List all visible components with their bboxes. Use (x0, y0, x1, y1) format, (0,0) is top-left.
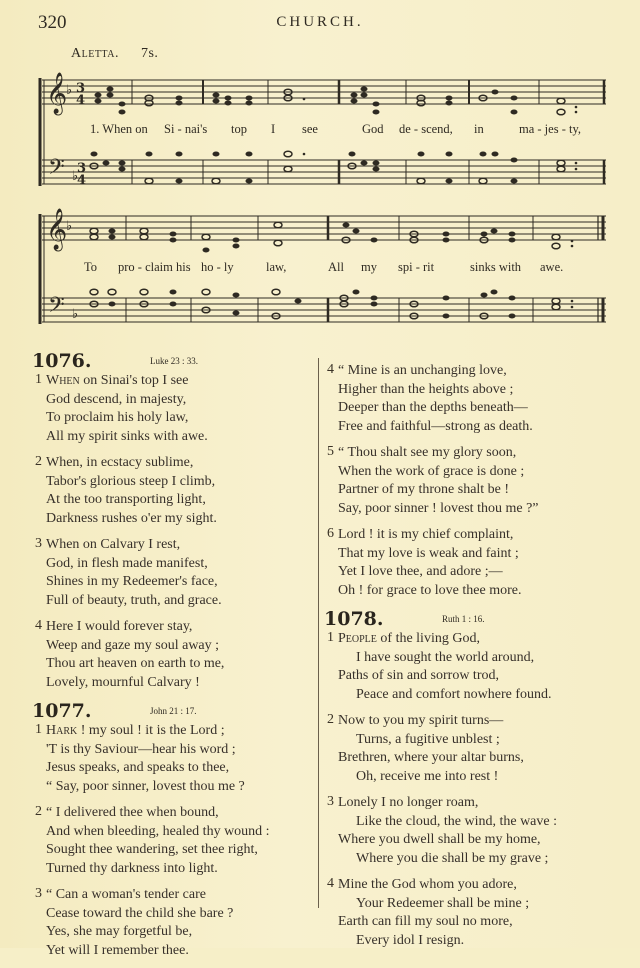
verse-line: Full of beauty, truth, and grace. (46, 592, 222, 608)
verse-line: I have sought the world around, (356, 649, 535, 665)
music-system-2 (36, 206, 611, 336)
stanza (30, 722, 310, 796)
lyrics-line-2 (36, 260, 611, 278)
scripture-reference: John 21 : 17. (150, 706, 197, 716)
verse-line: “ Say, poor sinner, lovest thou me ? (46, 778, 245, 794)
stanza-number: 3 (327, 794, 334, 809)
verse-line: When, in ecstacy sublime, (46, 455, 194, 470)
svg-text:𝄢: 𝄢 (48, 293, 65, 323)
verse-line: Your Redeemer shall be mine ; (356, 895, 530, 911)
verse-line: Yet will I remember thee. (46, 942, 189, 958)
lyric-syllable: 1. When on (90, 122, 148, 136)
verse-line: “ Mine is an unchanging love, (338, 363, 507, 378)
verse-line: Earth can fill my soul no more, (338, 914, 513, 929)
verse-line: Here I would forever stay, (46, 619, 193, 634)
stanza-number: 1 (35, 372, 42, 387)
stanza (322, 630, 622, 704)
verse-line: Sought thee wandering, set thee right, (46, 842, 258, 857)
verse-line: When on Calvary I rest, (46, 537, 181, 552)
verse-line: Hark ! my soul ! it is the Lord ; (46, 723, 225, 738)
stanza-number: 1 (327, 630, 334, 645)
verse-line: Mine the God whom you adore, (338, 877, 517, 892)
hymn-header-1078 (322, 608, 622, 630)
verse-line: God descend, in majesty, (46, 391, 187, 407)
stanza-number: 3 (35, 536, 42, 551)
stanza-number: 3 (35, 886, 42, 901)
verse-line: Deeper than the depths beneath— (338, 400, 528, 415)
verse-line: Like the cloud, the wind, the wave : (356, 813, 557, 829)
lyric-syllable: God (362, 122, 384, 136)
verse-line: Jesus speaks, and speaks to thee, (46, 760, 230, 775)
hymn-number: 1076. (32, 350, 92, 372)
stanza (30, 454, 310, 528)
stanza (30, 804, 310, 878)
tune-title (71, 46, 158, 62)
verse-line: Thou art heaven on earth to me, (46, 656, 225, 671)
stanza-number: 5 (327, 444, 334, 459)
svg-text:♭: ♭ (66, 83, 73, 98)
music-system-1 (36, 72, 611, 200)
stanza (322, 712, 622, 786)
stanza-number: 2 (327, 712, 334, 727)
lyric-syllable: de - scend, (399, 122, 453, 136)
verse-line: When the work of grace is done ; (338, 463, 525, 479)
verse-line: Paths of sin and sorrow trod, (338, 668, 499, 683)
svg-text:4: 4 (77, 173, 87, 188)
hymn-header-1076 (30, 350, 310, 372)
verse-line: Weep and gaze my soul away ; (46, 637, 220, 653)
stanza (322, 362, 622, 436)
lyric-syllable: in (474, 122, 484, 136)
lyric-syllable: To (84, 260, 98, 274)
verse-line: And when bleeding, healed thy wound : (46, 823, 270, 839)
lyric-syllable: Si - nai's (164, 122, 208, 136)
stanza-number: 2 (35, 454, 42, 469)
verse-line: Peace and comfort nowhere found. (356, 686, 552, 702)
stanza (30, 536, 310, 610)
verse-line: Lonely I no longer roam, (338, 795, 479, 810)
verse-line: To proclaim his holy law, (46, 410, 189, 425)
right-column (322, 362, 622, 958)
lead-word: Hark (46, 723, 78, 738)
lyric-syllable: law, (266, 260, 287, 274)
stanza (30, 886, 310, 960)
verse-line: Shines in my Redeemer's face, (46, 574, 218, 589)
verse-line: When on Sinai's top I see (46, 373, 189, 388)
svg-text:♭: ♭ (66, 219, 73, 234)
lyric-syllable: ho - ly (201, 260, 234, 274)
verse-line: Oh, receive me into rest ! (356, 768, 499, 784)
verse-line: Tabor's glorious steep I climb, (46, 473, 216, 489)
stanza-number: 2 (35, 804, 42, 819)
stanza (322, 526, 622, 600)
verse-line: Where you die shall be my grave ; (356, 850, 549, 866)
svg-text:♭: ♭ (72, 169, 79, 184)
verse-line: Every idol I resign. (356, 932, 465, 948)
column-divider (318, 358, 319, 908)
verse-line: Yet I love thee, and adore ;— (338, 564, 503, 579)
verse-line: 'T is thy Saviour—hear his word ; (46, 741, 236, 757)
verse-line: Free and faithful—strong as death. (338, 418, 533, 434)
hymn-header-1077 (30, 700, 310, 722)
tune-meter: 7s. (140, 46, 159, 61)
lyric-syllable: see (302, 122, 318, 136)
stanza-number: 4 (35, 618, 42, 633)
lead-word: People (338, 631, 377, 646)
lyric-syllable: top (231, 122, 247, 136)
verse-line: Say, poor sinner ! lovest thou me ?” (338, 500, 539, 516)
verse-line: Turned thy darkness into light. (46, 860, 218, 876)
verse-line: Darkness rushes o'er my sight. (46, 510, 217, 526)
verse-line: Higher than the heights above ; (338, 381, 514, 397)
lyric-syllable: my (361, 260, 377, 274)
page-header (0, 12, 640, 36)
stanza-number: 4 (327, 876, 334, 891)
left-column (30, 350, 310, 968)
lyrics-line-1 (36, 122, 611, 140)
stanza (30, 618, 310, 692)
stanza (30, 372, 310, 446)
verse-line: Where you dwell shall be my home, (338, 832, 541, 847)
verse-line: Oh ! for grace to love thee more. (338, 582, 522, 598)
svg-text:𝄢: 𝄢 (48, 155, 65, 185)
verse-line: God, in flesh made manifest, (46, 555, 208, 571)
verse-line: Lord ! it is my chief complaint, (338, 527, 514, 542)
verse-line: “ Thou shalt see my glory soon, (338, 445, 517, 460)
scripture-reference: Luke 23 : 33. (150, 356, 198, 366)
hymn-number: 1077. (32, 700, 92, 722)
lyric-syllable: pro - claim his (118, 260, 191, 274)
stanza-number: 1 (35, 722, 42, 737)
scripture-reference: Ruth 1 : 16. (442, 614, 485, 624)
verse-line: “ Can a woman's tender care (46, 887, 206, 902)
verse-line: Brethren, where your altar burns, (338, 750, 524, 765)
verse-line: Lovely, mournful Calvary ! (46, 674, 200, 690)
verse-line: All my spirit sinks with awe. (46, 428, 208, 444)
svg-text:𝄞: 𝄞 (46, 73, 68, 114)
verse-line: Partner of my throne shalt be ! (338, 482, 510, 497)
verse-line: Turns, a fugitive unblest ; (356, 731, 500, 747)
svg-text:3: 3 (76, 81, 86, 96)
lyric-syllable: awe. (540, 260, 564, 274)
svg-text:4: 4 (76, 93, 86, 108)
lyric-syllable: All (328, 260, 344, 274)
stanza-number: 4 (327, 362, 334, 377)
verse-line: People of the living God, (338, 631, 480, 646)
hymn-number: 1078. (324, 608, 384, 630)
lead-word: When (46, 373, 80, 388)
stanza-number: 6 (327, 526, 334, 541)
verse-line: That my love is weak and faint ; (338, 545, 519, 561)
lyric-syllable: ma - jes - ty, (519, 122, 582, 136)
stanza (322, 876, 622, 950)
svg-text:♭: ♭ (72, 307, 79, 322)
page-number: 320 (38, 12, 67, 33)
stanza (322, 444, 622, 518)
verse-line: Cease toward the child she bare ? (46, 905, 234, 921)
verse-line: Now to you my spirit turns— (338, 713, 504, 728)
tune-name: Aletta. (71, 46, 119, 61)
verse-line: “ I delivered thee when bound, (46, 805, 219, 820)
verse-line: At the too transporting light, (46, 492, 206, 507)
lyric-syllable: spi - rit (398, 260, 435, 274)
running-title: CHURCH. (276, 14, 364, 30)
svg-text:𝄞: 𝄞 (46, 209, 68, 250)
lyric-syllable: I (271, 122, 276, 136)
lyric-syllable: sinks with (470, 260, 522, 274)
stanza (322, 794, 622, 868)
svg-text:3: 3 (77, 161, 87, 176)
verse-line: Yes, she may forgetful be, (46, 924, 193, 939)
